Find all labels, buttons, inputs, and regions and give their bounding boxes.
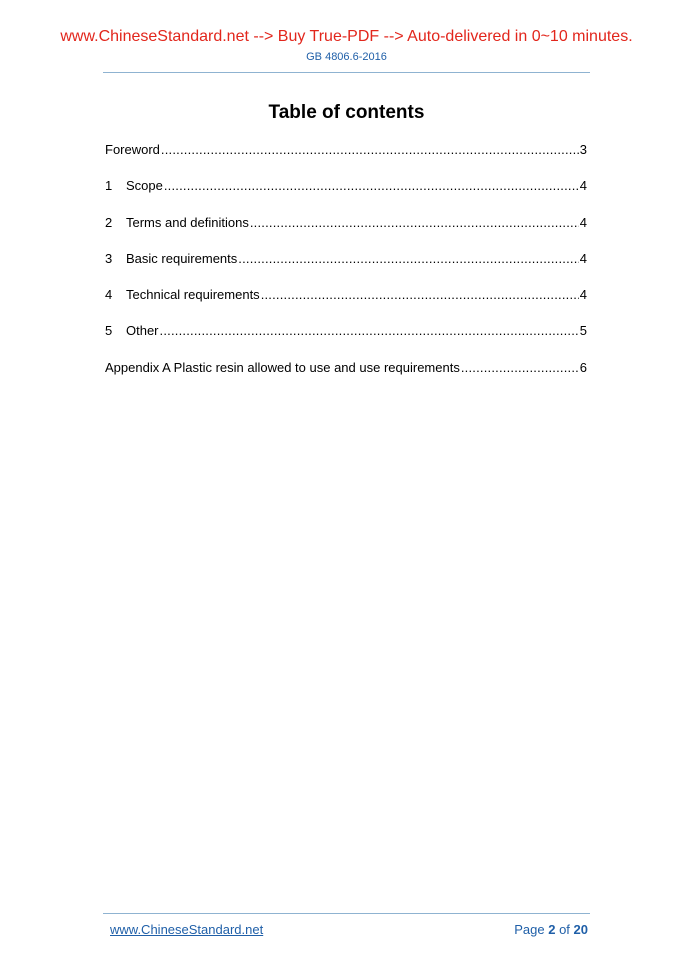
toc-dot-leader: [250, 215, 579, 231]
standard-code: GB 4806.6-2016: [306, 51, 387, 63]
toc-entry-label: Scope: [126, 178, 163, 194]
toc-entry-number: 1: [105, 178, 113, 194]
page-current: 2: [548, 922, 556, 937]
page-total: 20: [573, 922, 588, 937]
toc-entry-number: 5: [105, 323, 113, 339]
toc-entry-appendix-a[interactable]: [105, 360, 587, 396]
page-indicator: [514, 922, 588, 938]
toc-entry-number: 2: [105, 214, 113, 230]
toc-dot-leader: [164, 178, 579, 194]
toc-entry-label: Appendix A Plastic resin allowed to use and use requirements: [105, 359, 460, 375]
toc-entry-number: 4: [105, 287, 113, 303]
toc-entry-terms-and-definitions[interactable]: [105, 215, 587, 251]
toc-entry-number: 3: [105, 250, 113, 266]
toc-entry-page: 4: [579, 178, 587, 194]
page-of: of: [555, 922, 574, 937]
purchase-banner: [0, 27, 693, 47]
toc-entry-label: Basic requirements: [126, 250, 238, 266]
page-prefix: Page: [514, 922, 549, 937]
toc-dot-leader: [160, 323, 579, 339]
header-divider: [103, 72, 590, 73]
toc-entry-basic-requirements[interactable]: [105, 251, 587, 287]
toc-title: Table of contents: [268, 102, 425, 123]
toc-entry-scope[interactable]: [105, 178, 587, 214]
toc-entry-page: 5: [579, 323, 587, 339]
toc-dot-leader: [161, 142, 579, 158]
toc-entry-label: Terms and definitions: [126, 214, 249, 230]
toc-entry-page: 4: [579, 214, 587, 230]
toc-dot-leader: [461, 360, 579, 376]
toc-entry-technical-requirements[interactable]: [105, 287, 587, 323]
toc-dot-leader: [238, 251, 578, 267]
footer-site-link[interactable]: www.ChineseStandard.net: [110, 922, 264, 937]
toc-entry-label: Other: [126, 323, 159, 339]
toc-entry-page: 4: [579, 250, 587, 266]
toc-entry-foreword[interactable]: [105, 142, 587, 178]
toc-entry-page: 3: [579, 142, 587, 157]
toc-entry-label: Foreword: [105, 142, 160, 157]
toc-entry-other[interactable]: [105, 323, 587, 359]
toc-entry-page: 6: [579, 359, 587, 375]
toc-entry-label: Technical requirements: [126, 287, 260, 303]
footer-divider: [103, 913, 590, 914]
toc-dot-leader: [261, 287, 579, 303]
purchase-banner-link[interactable]: www.ChineseStandard.net --> Buy True-PDF --> Auto-delivered in 0~10 minutes.: [60, 28, 633, 45]
toc-entry-page: 4: [579, 287, 587, 303]
table-of-contents: [105, 142, 587, 396]
